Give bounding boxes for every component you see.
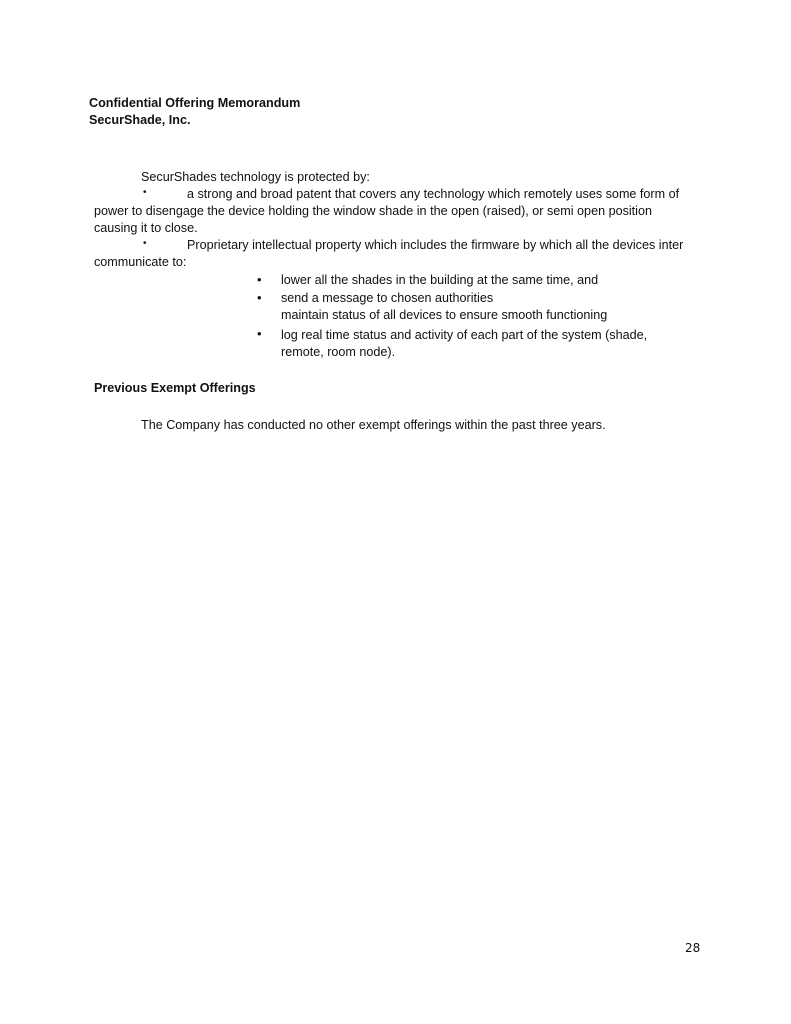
exempt-text: The Company has conducted no other exempt offerings within the past three years. xyxy=(141,418,606,432)
ip-line-2: communicate to: xyxy=(94,255,187,269)
bullet-icon: • xyxy=(257,326,262,341)
ip-line-1: Proprietary intellectual property which includes the firmware by which all the devices inter xyxy=(187,238,684,252)
company-name: SecurShade, Inc. xyxy=(89,113,191,127)
patent-line-1: a strong and broad patent that covers any technology which remotely uses some form of xyxy=(187,187,680,201)
patent-line-2: power to disengage the device holding the window shade in the open (raised), or semi open position xyxy=(94,204,652,218)
protection-intro: SecurShades technology is protected by: xyxy=(141,170,370,184)
memo-title: Confidential Offering Memorandum xyxy=(89,96,301,110)
page-number: 28 xyxy=(685,941,701,955)
subitem-log-status-line-1: log real time status and activity of each part of the system (shade, xyxy=(281,328,648,342)
patent-line-3: causing it to close. xyxy=(94,221,198,235)
bullet-icon: • xyxy=(257,272,262,287)
subitem-lower-shades: lower all the shades in the building at the same time, and xyxy=(281,273,599,287)
exempt-heading: Previous Exempt Offerings xyxy=(94,381,256,395)
subitem-log-status-line-2: remote, room node). xyxy=(281,345,396,359)
bullet-icon: • xyxy=(143,238,147,249)
bullet-icon: • xyxy=(143,187,147,198)
bullet-icon: • xyxy=(257,290,262,305)
subitem-send-message: send a message to chosen authorities xyxy=(281,291,494,305)
subitem-maintain-status: maintain status of all devices to ensure smooth functioning xyxy=(281,308,608,322)
